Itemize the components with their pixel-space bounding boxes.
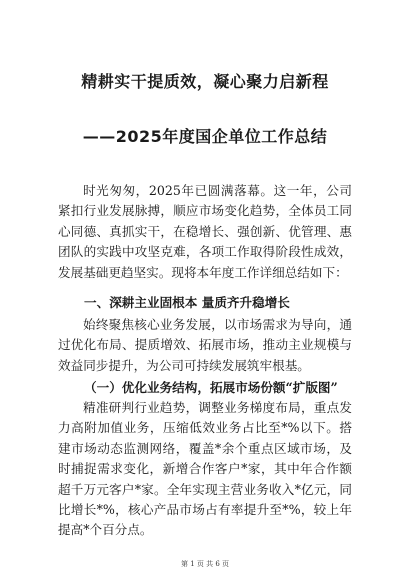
intro-paragraph: 时光匆匆，2025年已圆满落幕。这一年，公司紧扣行业发展脉搏，顺应市场变化趋势，全体员工同心同德、真抓实干，在稳增长、强创新、优管理、惠团队的实践中攻坚克难，各项工作取得阶段性成效，发展基础更趋坚实。现将本年度工作详细总结如下： bbox=[58, 183, 352, 280]
document-title: 精耕实干提质效，凝心聚力启新程 bbox=[81, 72, 329, 91]
subsection-1-heading: （一）优化业务结构，拓展市场份额“扩版图” bbox=[84, 380, 338, 395]
section-1-paragraph: 始终聚焦核心业务发展，以市场需求为导向，通过优化布局、提质增效、拓展市场，推动主业规模与效益同步提升，为公司可持续发展筑牢根基。 bbox=[58, 317, 352, 373]
page-number-footer: 第 1 页 共 6 页 bbox=[180, 560, 230, 568]
section-1-heading: 一、深耕主业固根本 量质齐升稳增长 bbox=[84, 295, 290, 310]
document-subtitle: ——2025年度国企单位工作总结 bbox=[82, 127, 328, 146]
subsection-1-paragraph: 精准研判行业趋势，调整业务梯度布局，重点发力高附加值业务，压缩低效业务占比至*%以下。搭建市场动态监测网络，覆盖*余个重点区域市场，及时捕捉需求变化，新增合作客户*家，其中年合作额超千万元客户*家。全年实现主营业务收入*亿元，同比增长*%，核心产品市场占有率提升至*%，较上年提高*个百分点。 bbox=[58, 400, 352, 538]
